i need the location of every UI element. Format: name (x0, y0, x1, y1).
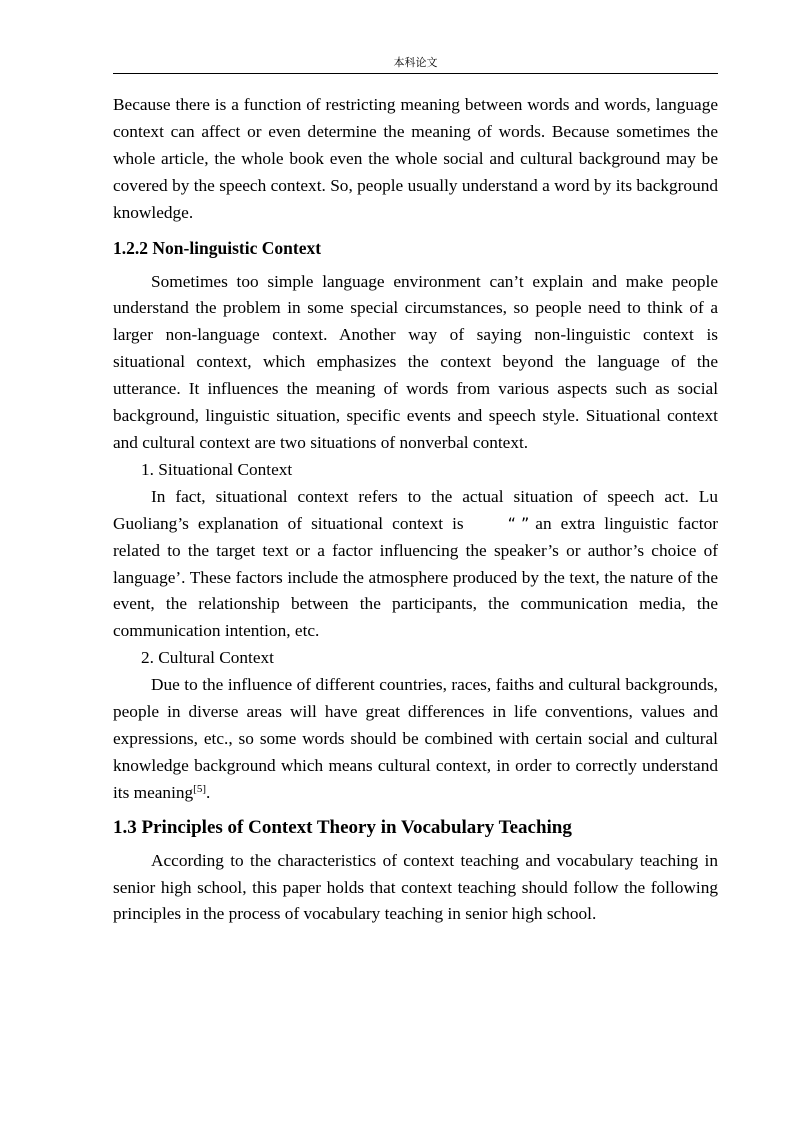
page-body (113, 92, 718, 928)
paragraph-situational-part1: In fact, situational context refers to the actual situation of speech act. Lu Guoliang’s explanation of situational context is (113, 486, 718, 533)
quotation-marks: “ ” (507, 513, 530, 533)
paragraph-cultural-text: Due to the influence of different countries, races, faiths and cultural backgrounds, people in diverse areas will have great differences in life conventions, values and expressions, etc., so some words should be combined with certain social and cultural knowledge background which means cultural context, in order to correctly understand its meaning (113, 675, 718, 802)
paragraph-language-context: Because there is a function of restricting meaning between words and words, language context can affect or even determine the meaning of words. Because sometimes the whole article, the whole book even the whole social and cultural background may be covered by the speech context. So, people usually understand a word by its background knowledge. (113, 95, 718, 222)
paragraph-cultural (113, 672, 718, 807)
paragraph-situational-part2: an extra linguistic factor related to the target text or a factor influencing the speaker’s or author’s choice of language’. These factors include the atmosphere produced by the text, the nature of the event, the relationship between the participants, the communication media, the communication intention, etc. (113, 513, 718, 641)
running-header: 本科论文 (393, 56, 438, 69)
paragraph-cultural-end: . (205, 782, 211, 802)
paragraph-situational (113, 484, 718, 645)
paragraph-principles: According to the characteristics of context teaching and vocabulary teaching in senior high school, this paper holds that context teaching should follow the following principles in the process of vocabulary teaching in senior high school. (113, 850, 718, 924)
section-heading-1-2-2: 1.2.2 Non-linguistic Context (113, 237, 322, 258)
list-item-cultural-context: 2. Cultural Context (141, 648, 274, 668)
section-heading-1-3: 1.3 Principles of Context Theory in Vocabulary Teaching (113, 816, 572, 838)
paragraph-non-linguistic: Sometimes too simple language environment can’t explain and make people understand the problem in some special circumstances, so people need to think of a larger non-language context. Another way of saying non-linguistic context is situational context, which emphasizes the context beyond the language of the utterance. It influences the meaning of words from various aspects such as social background, linguistic situation, specific events and speech style. Situational context and cultural context are two situations of nonverbal context. (113, 271, 718, 452)
citation-reference: [5] (193, 782, 206, 795)
header-rule (113, 73, 718, 74)
list-item-situational-context: 1. Situational Context (141, 459, 293, 479)
